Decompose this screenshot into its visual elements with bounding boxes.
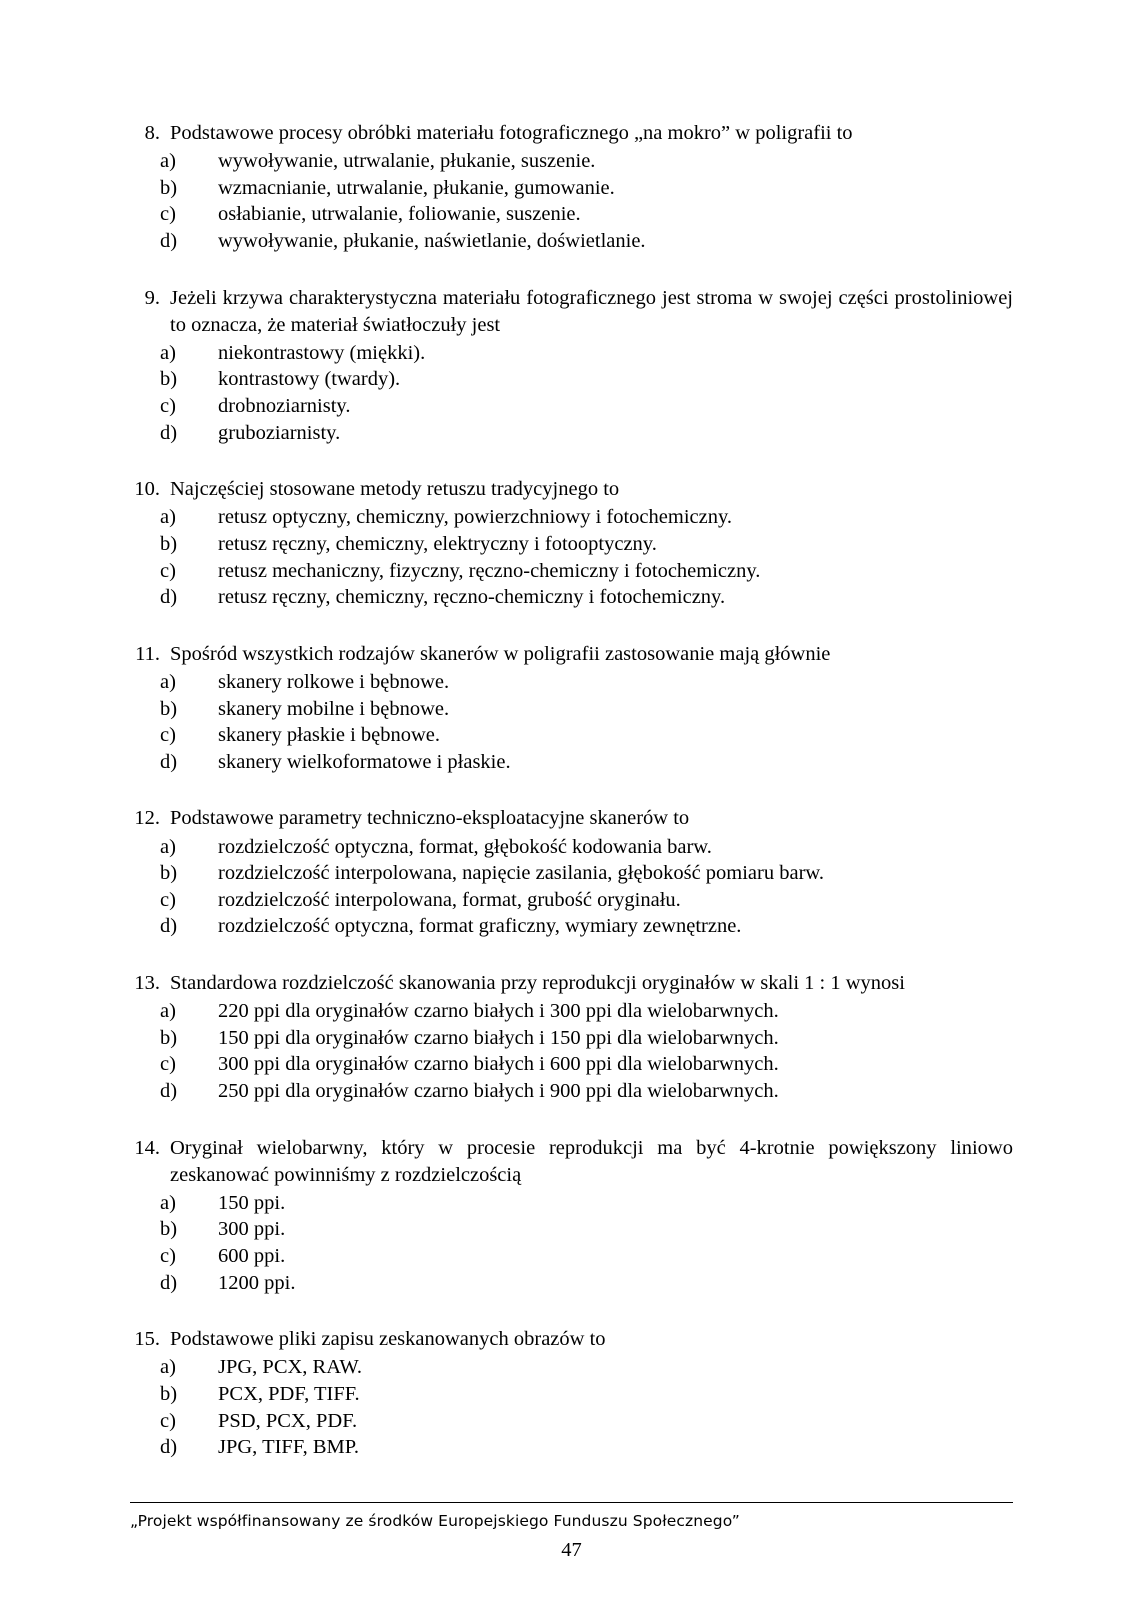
question-line bbox=[130, 1135, 1013, 1189]
answer-text: 250 ppi dla oryginałów czarno białych i 900 ppi dla wielobarwnych. bbox=[218, 1080, 779, 1103]
answer-list bbox=[130, 834, 1013, 941]
answer-label: b) bbox=[160, 1218, 178, 1241]
answer-text: rozdzielczość interpolowana, format, grubość oryginału. bbox=[218, 888, 681, 911]
answer-text: retusz mechaniczny, fizyczny, ręczno-chemiczny i fotochemiczny. bbox=[218, 559, 761, 582]
answer-list bbox=[130, 148, 1013, 255]
answer-label: d) bbox=[160, 229, 178, 252]
question-number: 11. bbox=[135, 642, 160, 665]
question-number: 15. bbox=[134, 1328, 160, 1351]
answer-text: rozdzielczość interpolowana, napięcie zasilania, głębokość pomiaru barw. bbox=[218, 862, 825, 885]
answer-text: retusz ręczny, chemiczny, elektryczny i fotooptyczny. bbox=[218, 532, 657, 555]
question-block bbox=[130, 120, 1013, 255]
answer-option bbox=[130, 749, 1013, 776]
answer-text: drobnoziarnisty. bbox=[218, 394, 351, 417]
answer-label: d) bbox=[160, 1271, 178, 1294]
answer-option bbox=[130, 1190, 1013, 1217]
question-line bbox=[130, 1326, 1013, 1353]
answer-option bbox=[130, 834, 1013, 861]
answer-text: retusz optyczny, chemiczny, powierzchniowy i fotochemiczny. bbox=[218, 506, 733, 529]
answer-option bbox=[130, 722, 1013, 749]
answer-label: d) bbox=[160, 421, 178, 444]
question-line bbox=[130, 476, 1013, 503]
answer-text: skanery rolkowe i bębnowe. bbox=[218, 670, 450, 693]
answer-text: rozdzielczość optyczna, format, głębokość kodowania barw. bbox=[218, 835, 712, 858]
answer-option bbox=[130, 340, 1013, 367]
answer-text: PCX, PDF, TIFF. bbox=[218, 1383, 360, 1406]
question-block bbox=[130, 641, 1013, 776]
question-block bbox=[130, 1135, 1013, 1297]
question-number: 14. bbox=[134, 1136, 160, 1159]
footer-note: „Projekt współfinansowany ze środków Europejskiego Funduszu Społecznego” bbox=[130, 1512, 740, 1530]
answer-label: b) bbox=[160, 368, 178, 391]
question-text: Najczęściej stosowane metody retuszu tradycyjnego to bbox=[170, 478, 620, 501]
question-text: Spośród wszystkich rodzajów skanerów w poligrafii zastosowanie mają głównie bbox=[170, 642, 831, 665]
questions-list bbox=[130, 120, 1013, 1461]
question-line bbox=[130, 641, 1013, 668]
question-text: Standardowa rozdzielczość skanowania przy reprodukcji oryginałów w skali 1 : 1 wynosi bbox=[170, 972, 905, 995]
page-footer bbox=[130, 1502, 1013, 1562]
question-number: 12. bbox=[134, 807, 160, 830]
answer-label: a) bbox=[160, 1356, 176, 1379]
answer-label: c) bbox=[160, 559, 176, 582]
answer-option bbox=[130, 998, 1013, 1025]
answer-label: a) bbox=[160, 1000, 176, 1023]
answer-label: b) bbox=[160, 532, 178, 555]
answer-option bbox=[130, 201, 1013, 228]
answer-label: d) bbox=[160, 750, 178, 773]
answer-text: PSD, PCX, PDF. bbox=[218, 1409, 358, 1432]
answer-text: 1200 ppi. bbox=[218, 1271, 296, 1294]
question-text: Jeżeli krzywa charakterystyczna materiału fotograficznego jest stroma w swojej części prostoliniowej to oznacza, że materiał światłoczuły jest bbox=[170, 286, 1013, 336]
answer-list bbox=[130, 669, 1013, 776]
answer-option bbox=[130, 1243, 1013, 1270]
answer-text: 220 ppi dla oryginałów czarno białych i 300 ppi dla wielobarwnych. bbox=[218, 1000, 779, 1023]
answer-option bbox=[130, 420, 1013, 447]
answer-option bbox=[130, 1078, 1013, 1105]
question-line bbox=[130, 285, 1013, 339]
answer-list bbox=[130, 1190, 1013, 1297]
answer-label: c) bbox=[160, 1245, 176, 1268]
answer-text: niekontrastowy (miękki). bbox=[218, 341, 426, 364]
answer-text: wzmacnianie, utrwalanie, płukanie, gumowanie. bbox=[218, 176, 615, 199]
answer-text: JPG, TIFF, BMP. bbox=[218, 1436, 359, 1459]
answer-text: JPG, PCX, RAW. bbox=[218, 1356, 362, 1379]
question-line bbox=[130, 120, 1013, 147]
answer-list bbox=[130, 340, 1013, 447]
answer-label: b) bbox=[160, 1383, 178, 1406]
answer-text: 600 ppi. bbox=[218, 1245, 286, 1268]
answer-label: d) bbox=[160, 915, 178, 938]
answer-option bbox=[130, 531, 1013, 558]
question-number: 10. bbox=[134, 478, 160, 501]
answer-text: gruboziarnisty. bbox=[218, 421, 341, 444]
answer-option bbox=[130, 860, 1013, 887]
question-block bbox=[130, 285, 1013, 447]
answer-text: 300 ppi dla oryginałów czarno białych i 600 ppi dla wielobarwnych. bbox=[218, 1053, 779, 1076]
answer-label: c) bbox=[160, 724, 176, 747]
answer-option bbox=[130, 366, 1013, 393]
answer-label: c) bbox=[160, 394, 176, 417]
answer-text: wywoływanie, utrwalanie, płukanie, suszenie. bbox=[218, 150, 596, 173]
answer-text: rozdzielczość optyczna, format graficzny, wymiary zewnętrzne. bbox=[218, 915, 742, 938]
answer-option bbox=[130, 1051, 1013, 1078]
answer-text: retusz ręczny, chemiczny, ręczno-chemiczny i fotochemiczny. bbox=[218, 586, 726, 609]
answer-text: 150 ppi. bbox=[218, 1191, 286, 1214]
footer-divider bbox=[130, 1502, 1013, 1503]
answer-label: a) bbox=[160, 835, 176, 858]
answer-label: a) bbox=[160, 670, 176, 693]
answer-option bbox=[130, 1270, 1013, 1297]
question-text: Podstawowe procesy obróbki materiału fotograficznego „na mokro” w poligrafii to bbox=[170, 122, 853, 144]
answer-option bbox=[130, 1381, 1013, 1408]
answer-label: a) bbox=[160, 1191, 176, 1214]
page-number: 47 bbox=[561, 1539, 582, 1561]
answer-label: c) bbox=[160, 1409, 176, 1432]
answer-text: wywoływanie, płukanie, naświetlanie, doświetlanie. bbox=[218, 229, 646, 252]
answer-label: d) bbox=[160, 1080, 178, 1103]
answer-option bbox=[130, 228, 1013, 255]
answer-option bbox=[130, 393, 1013, 420]
answer-option bbox=[130, 584, 1013, 611]
question-block bbox=[130, 1326, 1013, 1461]
answer-list bbox=[130, 1354, 1013, 1461]
answer-text: skanery wielkoformatowe i płaskie. bbox=[218, 750, 511, 773]
question-text: Podstawowe parametry techniczno-eksploatacyjne skanerów to bbox=[170, 807, 690, 830]
question-block bbox=[130, 970, 1013, 1105]
answer-label: b) bbox=[160, 697, 178, 720]
question-text: Oryginał wielobarwny, który w procesie reprodukcji ma być 4-krotnie powiększony liniowo zeskanować powinniśmy z rozdzielczością bbox=[170, 1136, 1013, 1186]
answer-text: kontrastowy (twardy). bbox=[218, 368, 401, 391]
answer-option bbox=[130, 1408, 1013, 1435]
answer-option bbox=[130, 1354, 1013, 1381]
answer-label: d) bbox=[160, 1436, 178, 1459]
answer-label: b) bbox=[160, 176, 178, 199]
answer-label: b) bbox=[160, 1026, 178, 1049]
answer-label: a) bbox=[160, 150, 176, 173]
question-line bbox=[130, 970, 1013, 997]
answer-option bbox=[130, 558, 1013, 585]
question-number: 13. bbox=[134, 972, 160, 995]
question-text: Podstawowe pliki zapisu zeskanowanych obrazów to bbox=[170, 1328, 606, 1351]
question-line bbox=[130, 805, 1013, 832]
answer-option bbox=[130, 148, 1013, 175]
answer-list bbox=[130, 998, 1013, 1105]
answer-label: a) bbox=[160, 341, 176, 364]
answer-label: a) bbox=[160, 506, 176, 529]
question-number: 9. bbox=[144, 286, 160, 309]
answer-label: d) bbox=[160, 586, 178, 609]
answer-option bbox=[130, 1434, 1013, 1461]
answer-option bbox=[130, 913, 1013, 940]
answer-option bbox=[130, 504, 1013, 531]
answer-label: c) bbox=[160, 888, 176, 911]
answer-label: c) bbox=[160, 1053, 176, 1076]
answer-label: c) bbox=[160, 203, 176, 226]
question-block bbox=[130, 476, 1013, 611]
question-number: 8. bbox=[144, 122, 160, 144]
answer-text: osłabianie, utrwalanie, foliowanie, suszenie. bbox=[218, 203, 581, 226]
answer-text: skanery mobilne i bębnowe. bbox=[218, 697, 450, 720]
answer-option bbox=[130, 175, 1013, 202]
answer-option bbox=[130, 1025, 1013, 1052]
answer-option bbox=[130, 669, 1013, 696]
answer-option bbox=[130, 1216, 1013, 1243]
answer-text: skanery płaskie i bębnowe. bbox=[218, 724, 441, 747]
answer-list bbox=[130, 504, 1013, 611]
answer-label: b) bbox=[160, 862, 178, 885]
question-block bbox=[130, 805, 1013, 940]
answer-text: 150 ppi dla oryginałów czarno białych i 150 ppi dla wielobarwnych. bbox=[218, 1026, 779, 1049]
answer-option bbox=[130, 696, 1013, 723]
answer-text: 300 ppi. bbox=[218, 1218, 286, 1241]
answer-option bbox=[130, 887, 1013, 914]
